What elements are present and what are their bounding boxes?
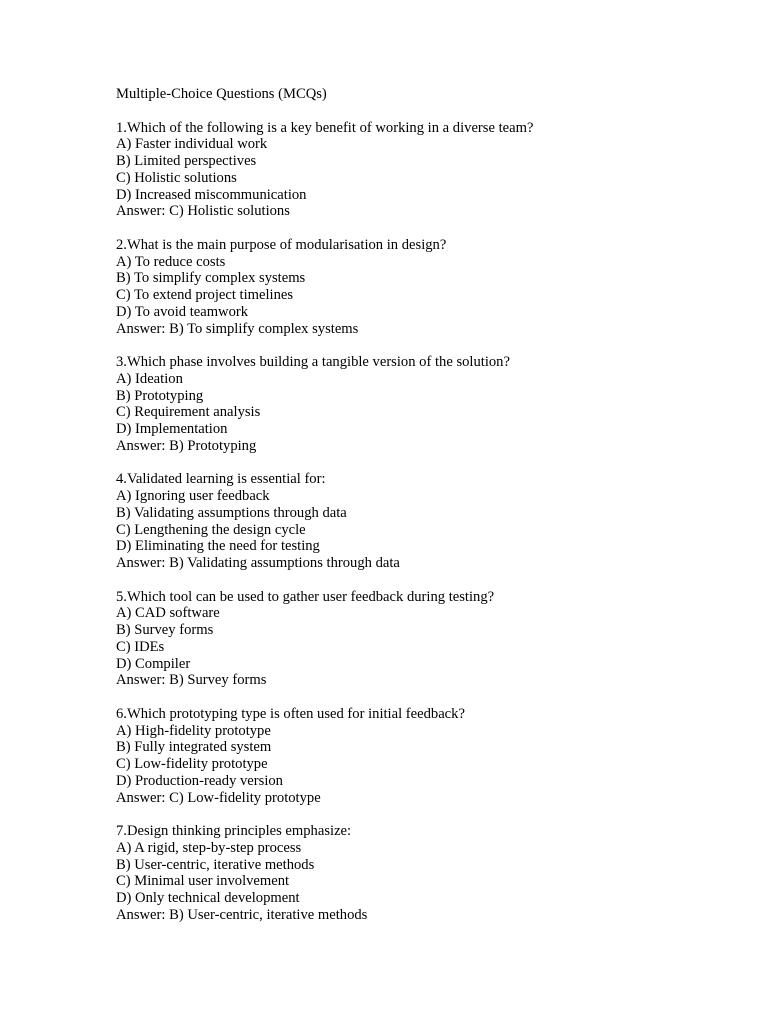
- question-block: [116, 471, 736, 572]
- option-b: B) Prototyping: [116, 387, 204, 404]
- question-block: [116, 589, 736, 690]
- option-d: D) Eliminating the need for testing: [116, 538, 320, 555]
- option-a: A) Ignoring user feedback: [116, 488, 270, 504]
- option-b: B) Validating assumptions through data: [116, 504, 347, 521]
- question-text: 4.Validated learning is essential for:: [116, 471, 326, 488]
- question-text: 7.Design thinking principles emphasize:: [116, 823, 352, 839]
- question-block: [116, 823, 736, 924]
- option-c: C) To extend project timelines: [116, 287, 294, 303]
- option-b: B) Survey forms: [116, 622, 214, 638]
- option-d: D) Compiler: [116, 655, 191, 672]
- answer-line: Answer: B) Validating assumptions through data: [116, 555, 400, 571]
- document-title: Multiple-Choice Questions (MCQs): [116, 86, 327, 102]
- option-a: A) A rigid, step-by-step process: [116, 839, 302, 856]
- spacer: [116, 572, 736, 589]
- spacer: [116, 689, 736, 706]
- option-a: A) To reduce costs: [116, 253, 226, 270]
- option-a: A) Faster individual work: [116, 136, 268, 153]
- document-page: [116, 86, 736, 924]
- question-block: [116, 237, 736, 338]
- option-b: B) Fully integrated system: [116, 739, 272, 756]
- option-c: C) Low-fidelity prototype: [116, 756, 268, 772]
- option-d: D) To avoid teamwork: [116, 303, 249, 320]
- option-b: B) To simplify complex systems: [116, 270, 306, 287]
- spacer: [116, 103, 736, 120]
- option-d: D) Implementation: [116, 421, 228, 437]
- question-text: 3.Which phase involves building a tangible version of the solution?: [116, 354, 510, 370]
- option-d: D) Production-ready version: [116, 772, 283, 789]
- question-text: 6.Which prototyping type is often used for initial feedback?: [116, 705, 465, 722]
- question-text: 5.Which tool can be used to gather user feedback during testing?: [116, 588, 495, 605]
- option-c: C) Holistic solutions: [116, 169, 237, 186]
- answer-line: Answer: B) User-centric, iterative methods: [116, 906, 368, 923]
- answer-line: Answer: B) Prototyping: [116, 437, 257, 454]
- option-b: B) User-centric, iterative methods: [116, 856, 315, 873]
- question-block: [116, 706, 736, 807]
- question-text: 1.Which of the following is a key benefit of working in a diverse team?: [116, 119, 534, 136]
- answer-line: Answer: B) To simplify complex systems: [116, 320, 359, 337]
- option-b: B) Limited perspectives: [116, 153, 257, 169]
- option-a: A) High-fidelity prototype: [116, 722, 271, 739]
- spacer: [116, 806, 736, 823]
- spacer: [116, 337, 736, 354]
- option-a: A) CAD software: [116, 605, 220, 622]
- answer-line: Answer: C) Low-fidelity prototype: [116, 789, 321, 806]
- question-block: [116, 354, 736, 455]
- question-text: 2.What is the main purpose of modularisation in design?: [116, 236, 447, 253]
- option-a: A) Ideation: [116, 370, 183, 387]
- option-d: D) Only technical development: [116, 890, 300, 906]
- question-block: [116, 120, 736, 221]
- option-c: C) Requirement analysis: [116, 404, 261, 421]
- answer-line: Answer: B) Survey forms: [116, 672, 267, 689]
- option-c: C) IDEs: [116, 638, 165, 655]
- answer-line: Answer: C) Holistic solutions: [116, 203, 290, 220]
- option-c: C) Lengthening the design cycle: [116, 521, 306, 538]
- spacer: [116, 455, 736, 472]
- option-c: C) Minimal user involvement: [116, 873, 290, 890]
- spacer: [116, 220, 736, 237]
- option-d: D) Increased miscommunication: [116, 186, 307, 203]
